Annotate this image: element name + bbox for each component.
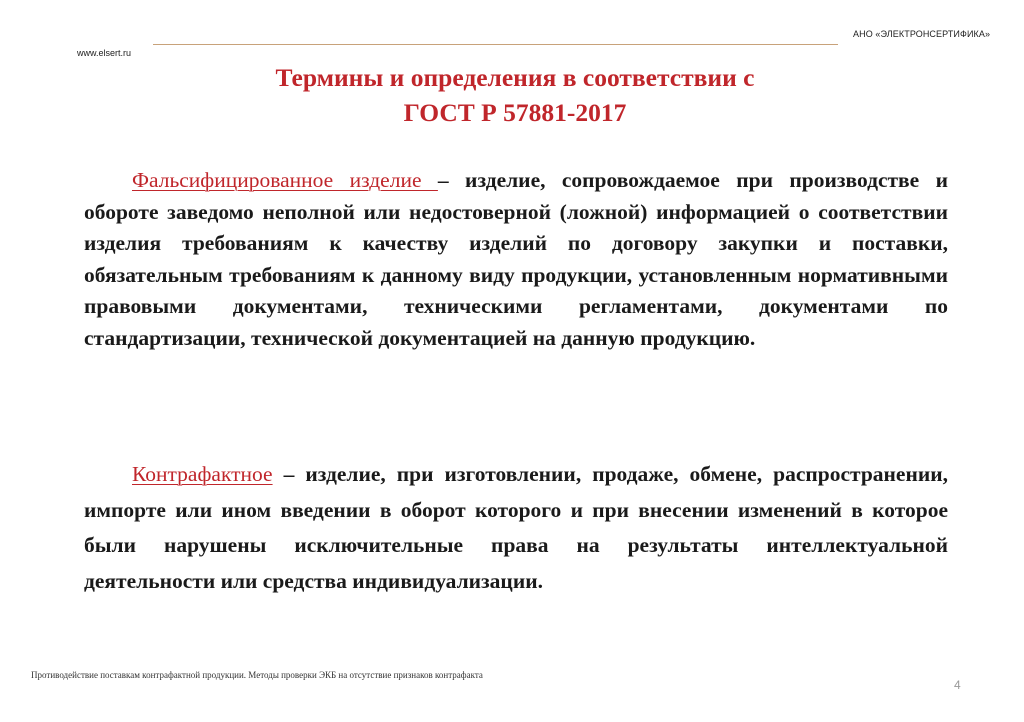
- page-number: 4: [954, 678, 961, 692]
- definition-text-counterfeit: – изделие, при изготовлении, продаже, обмене, распространении, импорте или ином введении в оборот которого и при внесении изменений в которое были нарушены исключительные права на результаты интеллектуальной деятельности или средства индивидуализации.: [84, 462, 948, 593]
- term-falsified: Фальсифицированное изделие: [132, 168, 438, 192]
- term-counterfeit: Контрафактное: [132, 462, 273, 486]
- title-line-1: Термины и определения в соответствии с: [275, 63, 755, 92]
- title-line-2: ГОСТ Р 57881-2017: [403, 98, 627, 127]
- organization-name: АНО «ЭЛЕКТРОНСЕРТИФИКА»: [853, 29, 991, 39]
- header-divider: [153, 44, 838, 45]
- footer-text: Противодействие поставкам контрафактной продукции. Методы проверки ЭКБ на отсутствие признаков контрафакта: [31, 670, 483, 680]
- definition-counterfeit: [84, 457, 948, 599]
- slide-title: [180, 60, 850, 130]
- definition-falsified: [84, 165, 948, 354]
- definition-text-falsified: – изделие, сопровождаемое при производстве и обороте заведомо неполной или недостоверной (ложной) информацией о соответствии изделия требованиям к качеству изделий по договору закупки и поставки, обязательным требованиям к данному виду продукции, установленным нормативными правовыми документами, техническими регламентами, документами по стандартизации, технической документацией на данную продукцию.: [84, 168, 948, 350]
- website-link[interactable]: www.elsert.ru: [77, 48, 132, 58]
